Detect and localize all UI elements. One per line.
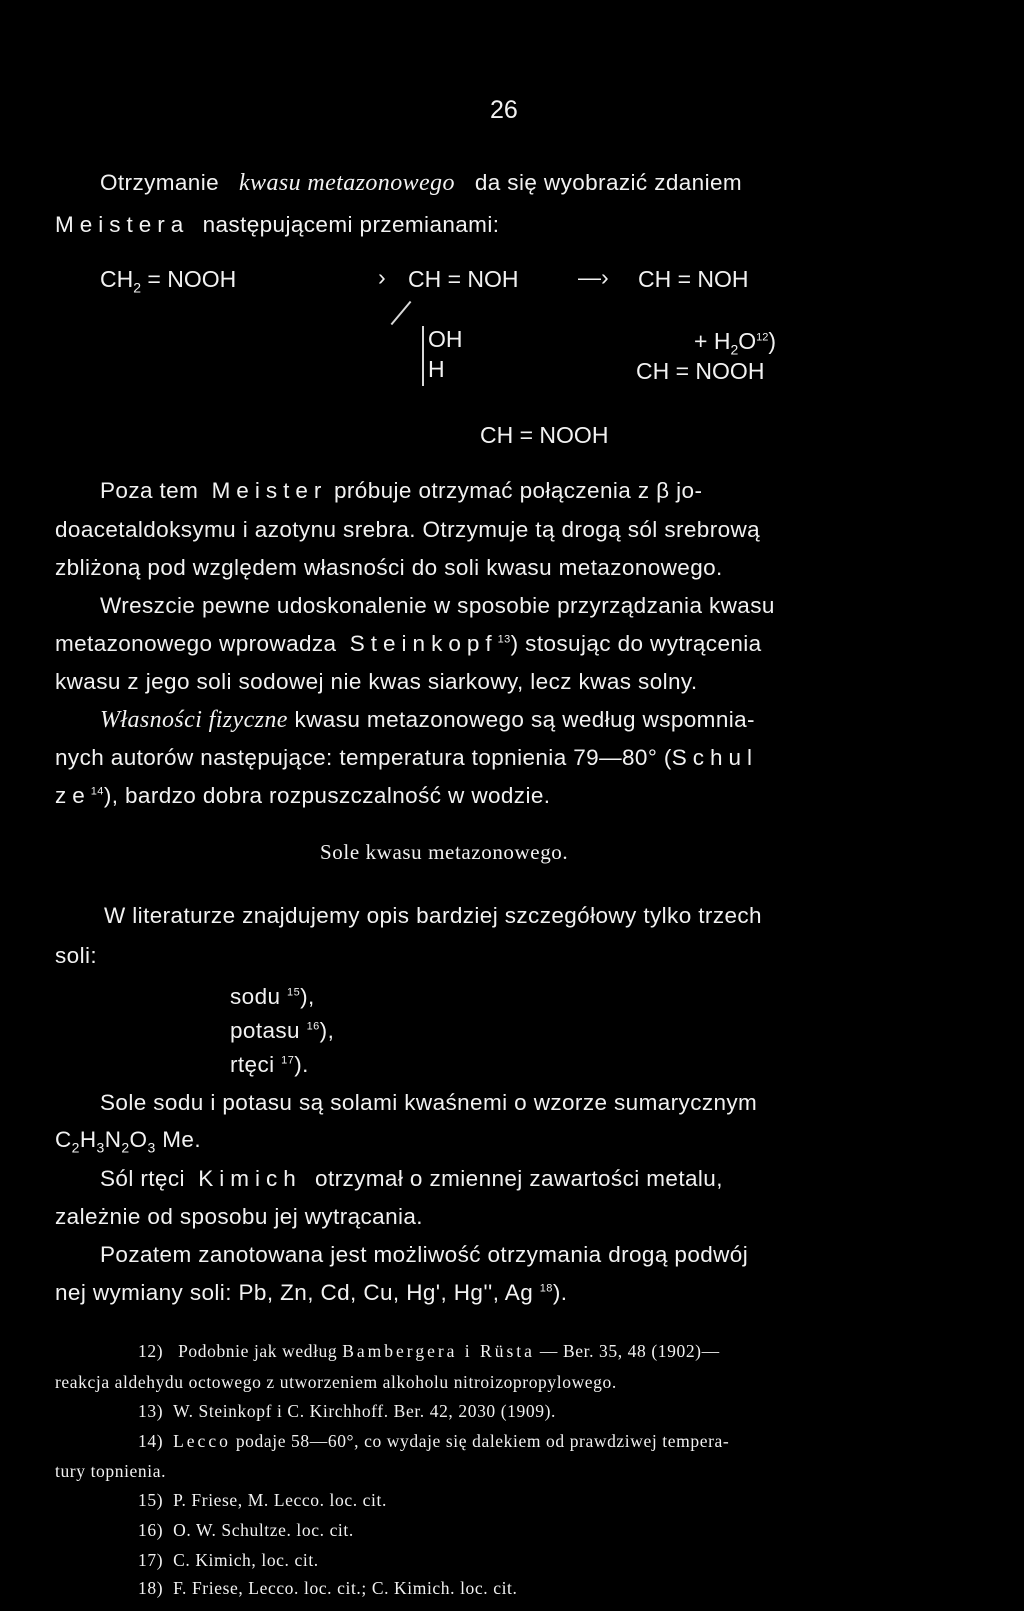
para3-line6: Pozatem zanotowana jest możliwość otrzymania drogą podwój	[100, 1242, 749, 1267]
para3-line5: zależnie od sposobu jej wytrącania.	[55, 1204, 423, 1229]
para1-line1	[100, 170, 742, 197]
para2-line6: kwasu z jego soli sodowej nie kwas siarkowy, lecz kwas solny.	[55, 669, 698, 694]
text: Otrzymanie	[100, 170, 220, 195]
page-number: 26	[490, 96, 518, 124]
author-name: Meister	[211, 478, 328, 503]
italic-term: Własności fizyczne	[100, 707, 288, 733]
scheme-bond-line	[391, 301, 412, 325]
footnote-ref: 15	[287, 986, 301, 999]
footnote-ref: 18	[539, 1282, 553, 1295]
scheme-arrow-1: ›	[378, 264, 386, 290]
scheme-row2-oh: OH	[428, 326, 463, 352]
para2-line4: Wreszcie pewne udoskonalenie w sposobie przyrządzania kwasu	[100, 593, 775, 618]
text: da się wyobrazić zdaniem	[474, 170, 743, 195]
scheme-arrow-2: —›	[578, 264, 609, 290]
para1-line2	[55, 212, 499, 238]
scheme-row1-a: $CH_2$ = NOOH	[100, 266, 237, 296]
scheme-row4: CH = NOOH	[480, 422, 609, 448]
para3-line3: Sole sodu i potasu są solami kwaśnemi o wzorze sumarycznym	[100, 1090, 758, 1115]
footnote-ref: 16	[306, 1020, 320, 1033]
para3-line4: Sól rtęci Kimich otrzymał o zmiennej zawartości metalu,	[100, 1166, 723, 1191]
footnote-ref: 13	[497, 633, 511, 646]
footnote-number: 13)	[138, 1401, 164, 1421]
scheme-bracket-line	[422, 326, 424, 386]
author-name: ze	[55, 783, 91, 808]
scheme-row3-ch: CH = NOOH	[636, 358, 765, 384]
list-item-sodium: sodu $^{15}$),	[230, 984, 315, 1009]
footnote-number: 15)	[138, 1490, 164, 1510]
author-name: Schul	[671, 745, 759, 770]
para2-line5: metazonowego wprowadza Steinkopf$^{13}$) stosując do wytrącenia	[55, 631, 762, 656]
list-item-mercury: rtęci $^{17}$).	[230, 1052, 309, 1077]
footnote-number: 16)	[138, 1520, 164, 1540]
para3-line2: soli:	[55, 943, 98, 968]
footnote-12: 12) Podobnie jak według Bambergera i Rüsta — Ber. 35, 48 (1902)—	[138, 1341, 720, 1361]
author-name: Kimich	[198, 1166, 302, 1191]
footnote-number: 14)	[138, 1431, 164, 1451]
footnote-14-line2: tury topnienia.	[55, 1461, 167, 1481]
author-name: Steinkopf	[349, 631, 498, 656]
footnote-number: 18)	[138, 1578, 164, 1598]
para2-line8: nych autorów następujące: temperatura topnienia 79—80° (Schul	[55, 745, 759, 770]
section-heading: Sole kwasu metazonowego.	[320, 840, 569, 864]
scheme-row1-b: CH = NOH	[408, 266, 519, 292]
footnote-16: 16) O. W. Schultze. loc. cit.	[138, 1520, 354, 1540]
footnote-number: 12)	[138, 1341, 164, 1361]
footnote-17: 17) C. Kimich, loc. cit.	[138, 1550, 319, 1570]
para2-line2: doacetaldoksymu i azotynu srebra. Otrzymuje tą drogą sól srebrową	[55, 517, 761, 542]
text: następującemi przemianami:	[202, 212, 500, 237]
para3-line7: nej wymiany soli: Pb, Zn, Cd, Cu, Hg', Hg'', Ag $^{18}$).	[55, 1280, 568, 1305]
footnote-12-line2: reakcja aldehydu octowego z utworzeniem alkoholu nitroizopropylowego.	[55, 1372, 617, 1392]
footnote-13: 13) W. Steinkopf i C. Kirchhoff. Ber. 42, 2030 (1909).	[138, 1401, 556, 1421]
para3-formula: $C_2H_3N_2O_3$ Me.	[55, 1127, 201, 1156]
footnote-14: 14) Lecco podaje 58—60°, co wydaje się dalekiem od prawdziwej tempera-	[138, 1431, 730, 1451]
scheme-row2-water: + $H_2O^{12}$)	[694, 328, 777, 358]
footnote-18: 18) F. Friese, Lecco. loc. cit.; C. Kimich. loc. cit.	[138, 1578, 518, 1598]
author-name: Meistera	[55, 212, 190, 237]
para2-line7: Własności fizyczne kwasu metazonowego są według wspomnia-	[100, 707, 755, 733]
scheme-row1-c: CH = NOH	[638, 266, 749, 292]
author-name: Lecco	[173, 1431, 231, 1451]
list-item-potassium: potasu $^{16}$),	[230, 1018, 335, 1043]
footnote-ref: 14	[90, 785, 104, 798]
italic-term: kwasu metazonowego	[239, 170, 455, 196]
footnote-15: 15) P. Friese, M. Lecco. loc. cit.	[138, 1490, 387, 1510]
footnote-number: 17)	[138, 1550, 164, 1570]
para3-line1: W literaturze znajdujemy opis bardziej szczegółowy tylko trzech	[104, 903, 762, 928]
author-name: Bambergera i Rüsta	[342, 1341, 535, 1361]
scheme-row3-h: H	[428, 356, 445, 382]
para2-line1: Poza tem Meister próbuje otrzymać połączenia z β jo-	[100, 478, 703, 503]
footnote-ref: 17	[281, 1054, 295, 1067]
para2-line9: $ze^{14}$), bardzo dobra rozpuszczalność w wodzie.	[55, 783, 551, 808]
para2-line3: zbliżoną pod względem własności do soli kwasu metazonowego.	[55, 555, 723, 580]
